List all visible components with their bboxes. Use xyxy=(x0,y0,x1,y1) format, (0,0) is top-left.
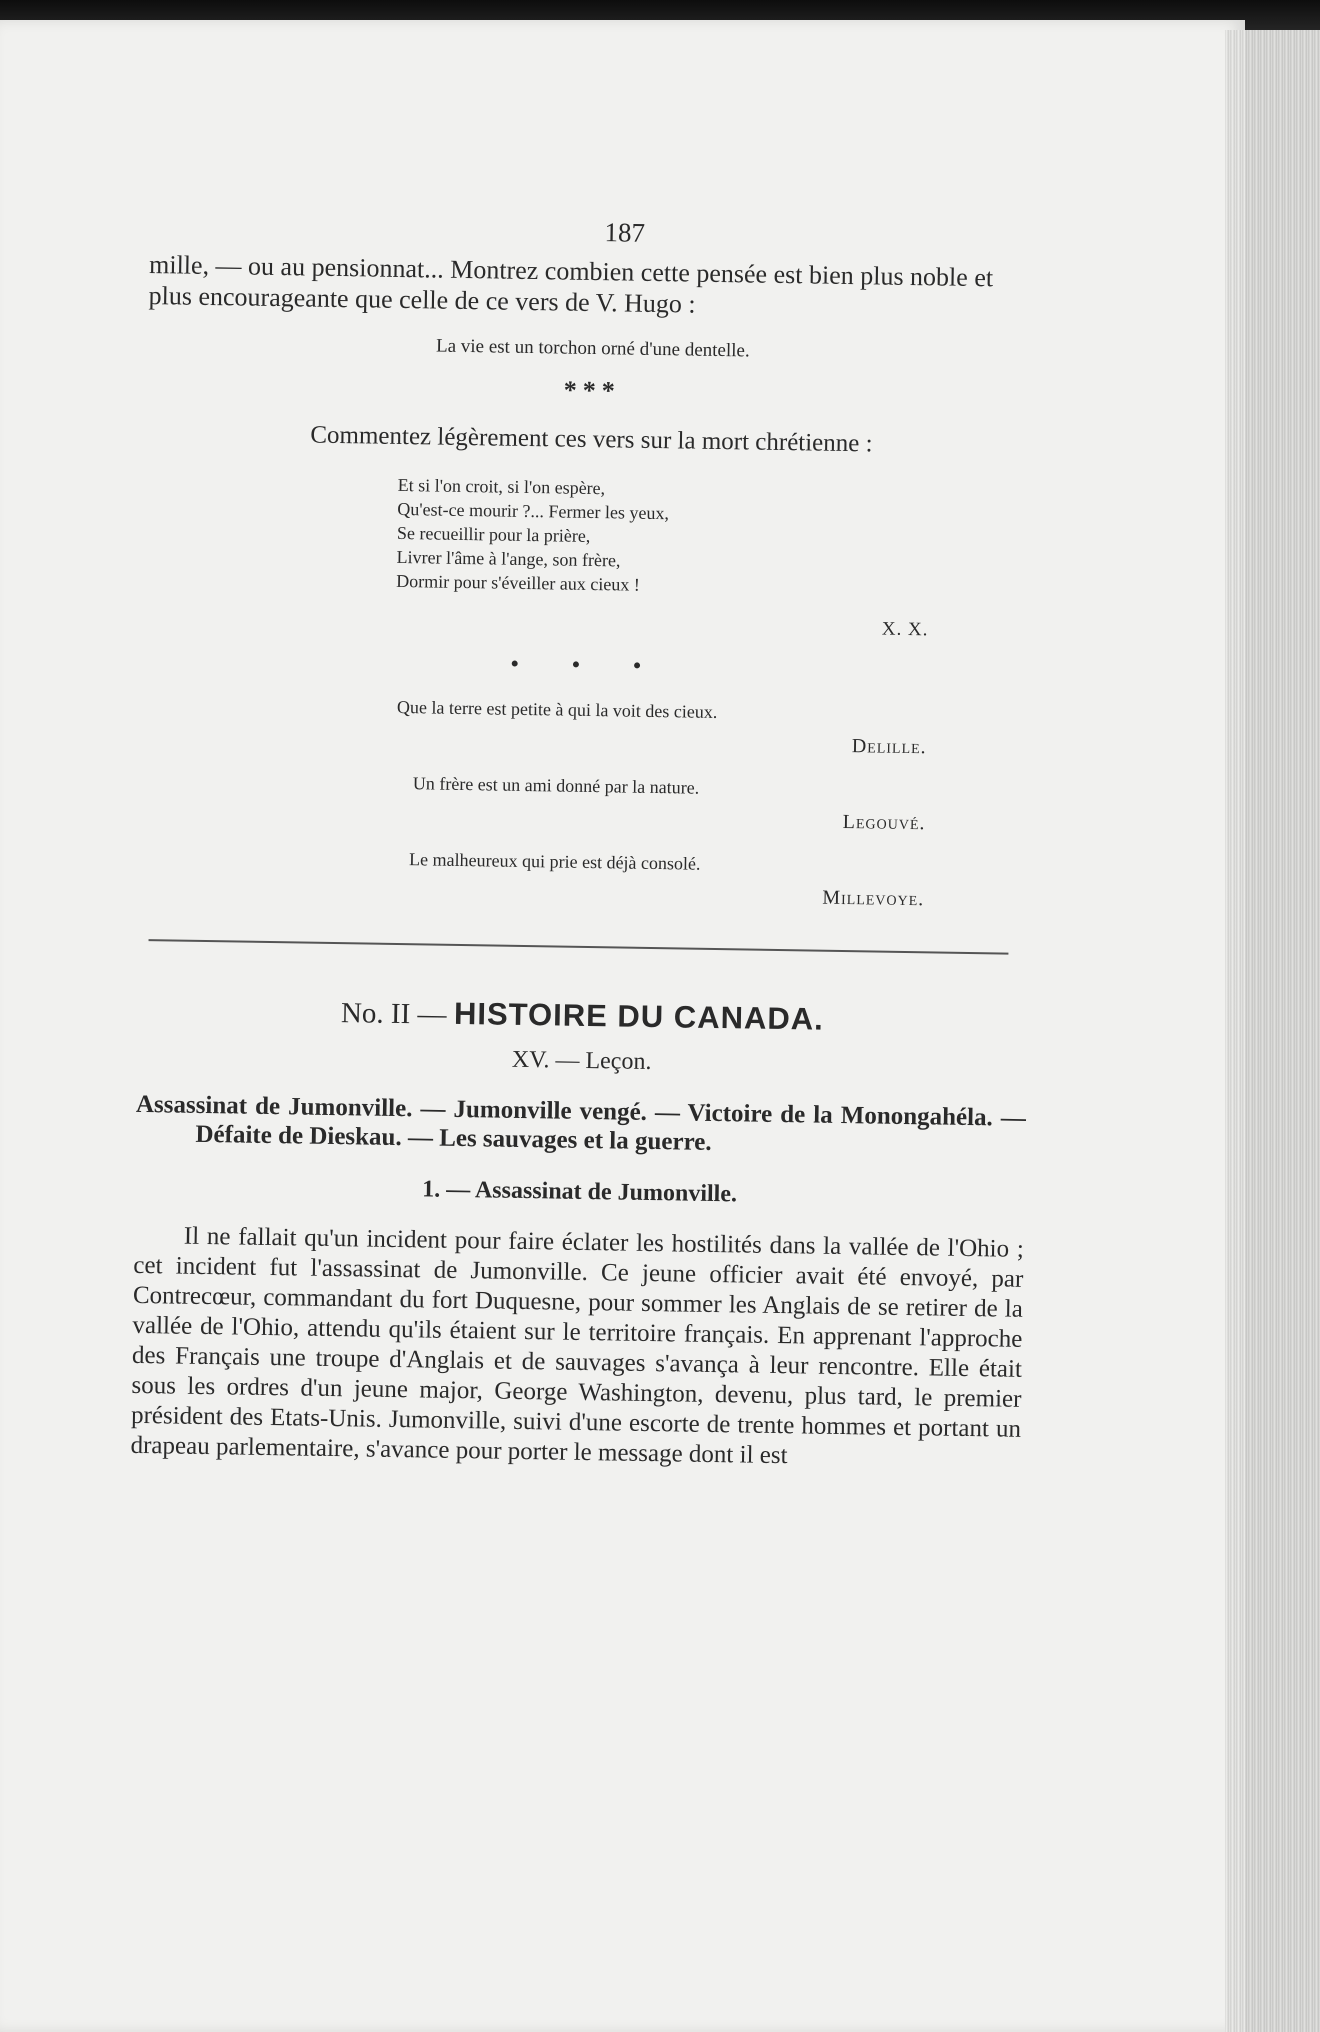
subheading: 1. — Assassinat de Jumonville. xyxy=(422,1176,738,1208)
citation-author: Millevoye. xyxy=(822,886,925,911)
page-content xyxy=(130,210,1040,1475)
poem xyxy=(396,473,1036,603)
citation-author: Delille. xyxy=(851,735,927,759)
commentary-prompt: Commentez légèrement ces vers sur la mort chrétienne : xyxy=(310,421,873,458)
lesson-label: XV. — Leçon. xyxy=(511,1046,652,1075)
stars-separator: *** xyxy=(563,375,621,406)
citation-text: Un frère est un ami donné par la nature. xyxy=(412,773,700,798)
page-number: 187 xyxy=(604,217,646,248)
poem-line: Livrer l'âme à l'ange, son frère, xyxy=(396,546,621,571)
section-heading xyxy=(137,991,1027,1041)
poem-line: Se recueillir pour la prière, xyxy=(396,522,591,546)
page-edges xyxy=(1225,30,1320,2032)
section-title: HISTOIRE DU CANADA. xyxy=(453,995,825,1037)
lesson-summary: Assassinat de Jumonville. — Jumonville vengé. — Victoire de la Monongahéla. — Défaite de Dieskau. — Les sauvages et la guerre. xyxy=(135,1090,1027,1156)
poem-signature: X. X. xyxy=(881,618,929,641)
body-paragraph: Il ne fallait qu'un incident pour faire éclater les hostilités dans la vallée de l'Ohio ; cet incident fut l'assassinat de Jumonville. Ce jeune officier avait été envoyé, par Contrecœur, commandant du fort Duquesne, pour sommer les Anglais de se retirer de la vallée de l'Ohio, attendu qu'ils étaient sur le territoire français. En apprenant l'approche des Français une troupe d'Anglais et de sauvages s'avança à leur rencontre. Elle était sous les ordres d'un jeune major, George Washington, devenu, plus tard, le premier président des Etats-Unis. Jumonville, suivi d'une escorte de trente hommes et portant un drapeau parlementaire, s'avance pour porter le message dont il est xyxy=(130,1222,1024,1470)
poem-line: Et si l'on croit, si l'on espère, xyxy=(397,474,606,499)
section-number: No. II — xyxy=(340,997,447,1031)
hugo-quote: La vie est un torchon orné d'une dentelle. xyxy=(435,335,750,362)
citation-text: Que la terre est petite à qui la voit des cieux. xyxy=(396,696,718,722)
citation-text: Le malheureux qui prie est déjà consolé. xyxy=(408,849,701,874)
poem-line: Qu'est-ce mourir ?... Fermer les yeux, xyxy=(397,498,670,524)
citation-author: Legouvé. xyxy=(842,810,926,835)
horizontal-rule xyxy=(149,939,1009,955)
intro-paragraph: mille, — ou au pensionnat... Montrez combien cette pensée est bien plus noble et plus encourageante que celle de ce vers de V. Hugo : xyxy=(148,249,994,319)
poem-line: Dormir pour s'éveiller aux cieux ! xyxy=(396,570,641,595)
dots-separator: • • • xyxy=(510,650,666,679)
